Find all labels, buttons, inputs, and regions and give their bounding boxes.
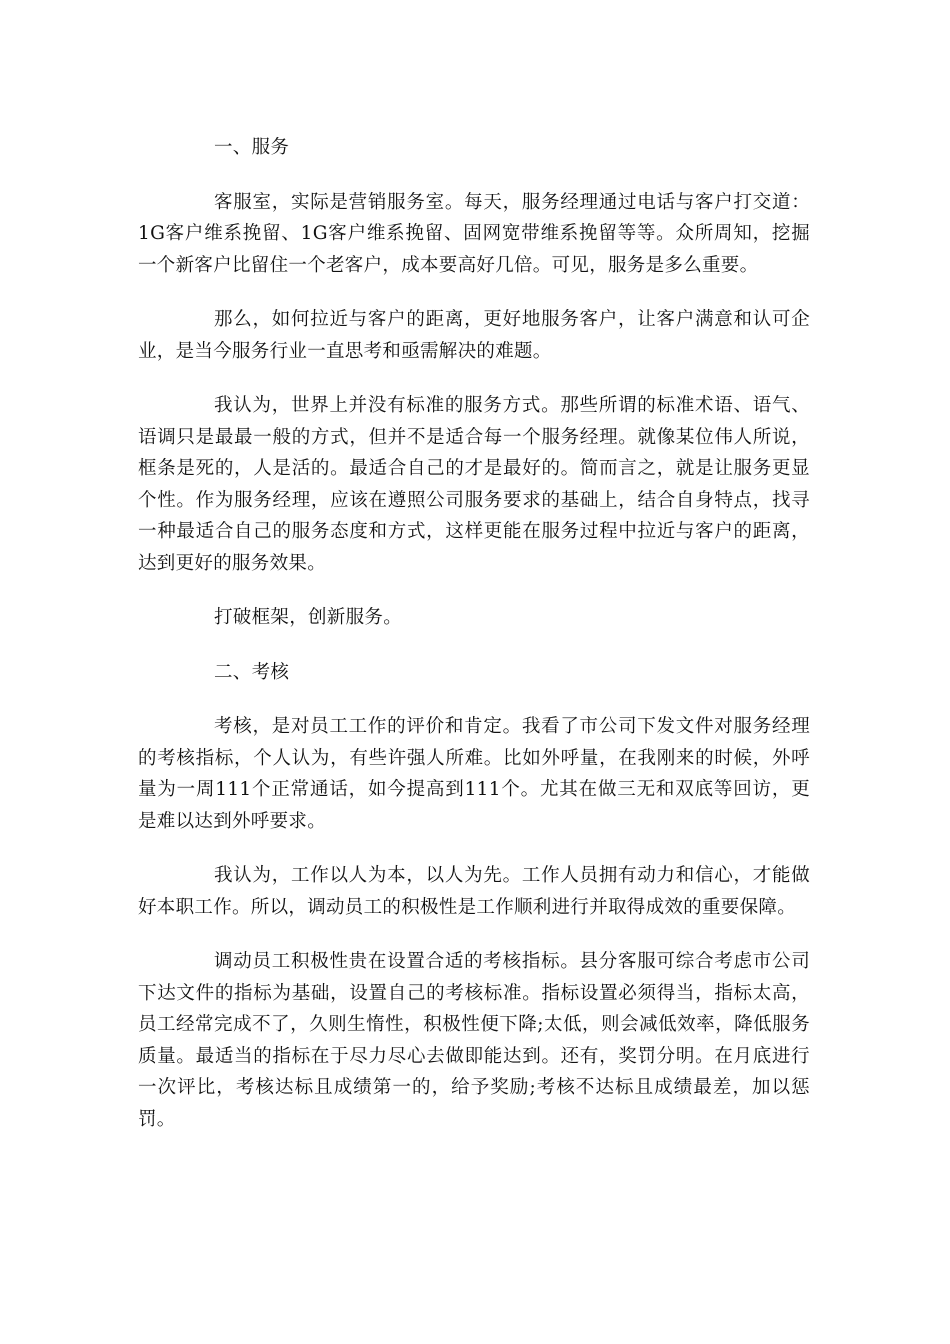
paragraph-assessment-proposal: 调动员工积极性贵在设置合适的考核指标。县分客服可综合考虑市公司下达文件的指标为基础，设置自己的考核标准。指标设置必须得当，指标太高，员工经常完成不了，久则生惰性，积极性便下降;太低，则会减低效率，降低服务质量。最适当的指标在于尽力尽心去做即能达到。还有，奖罚分明。在月底进行一次评比，考核达标且成绩第一的，给予奖励;考核不达标且成绩最差，加以惩罚。	[138, 951, 810, 1130]
document-page	[138, 132, 810, 1158]
paragraph-assessment-intro: 考核，是对员工工作的评价和肯定。我看了市公司下发文件对服务经理的考核指标，个人认为，有些许强人所难。比如外呼量，在我刚来的时候，外呼量为一周111个正常通话，如今提高到111个。尤其在做三无和双底等回访，更是难以达到外呼要求。	[138, 716, 810, 832]
paragraph-assessment-opinion: 我认为，工作以人为本，以人为先。工作人员拥有动力和信心，才能做好本职工作。所以，调动员工的积极性是工作顺利进行并取得成效的重要保障。	[138, 865, 810, 918]
section-heading-service: 一、服务	[214, 137, 290, 158]
paragraph-service-question: 那么，如何拉近与客户的距离，更好地服务客户，让客户满意和认可企业，是当今服务行业一直思考和亟需解决的难题。	[138, 309, 810, 362]
paragraph-service-opinion: 我认为，世界上并没有标准的服务方式。那些所谓的标准术语、语气、语调只是最最一般的方式，但并不是适合每一个服务经理。就像某位伟人所说，框条是死的，人是活的。最适合自己的才是最好的。简而言之，就是让服务更显个性。作为服务经理，应该在遵照公司服务要求的基础上，结合自身特点，找寻一种最适合自己的服务态度和方式，这样更能在服务过程中拉近与客户的距离，达到更好的服务效果。	[138, 395, 810, 574]
section-heading-assessment: 二、考核	[214, 661, 290, 683]
paragraph-service-summary: 打破框架，创新服务。	[214, 607, 403, 628]
paragraph-service-intro: 客服室，实际是营销服务室。每天，服务经理通过电话与客户打交道：1G客户维系挽留、1G客户维系挽留、固网宽带维系挽留等等。众所周知，挖掘一个新客户比留住一个老客户，成本要高好几倍。可见，服务是多么重要。	[138, 191, 810, 276]
